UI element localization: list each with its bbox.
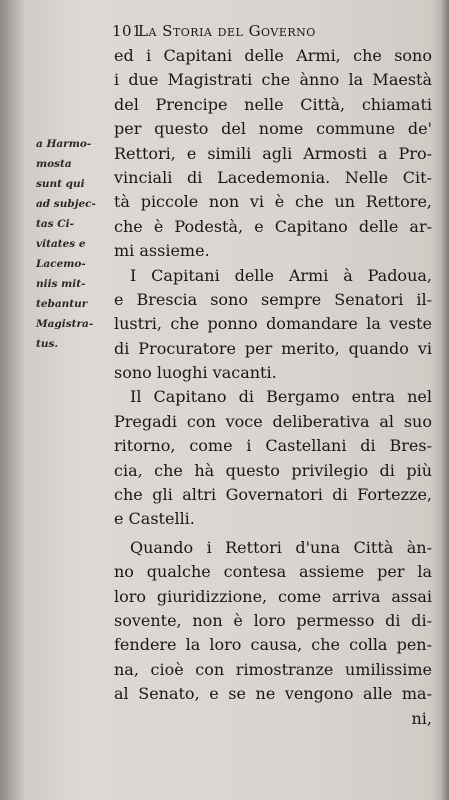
marginal-note-line: Lacemo- bbox=[36, 258, 86, 270]
text-line: ritorno, come i Castellani di Bres- bbox=[114, 436, 432, 456]
text-line: lustri, che ponno domandare la veste bbox=[114, 314, 432, 334]
marginal-note-line: a Harmo- bbox=[36, 138, 92, 150]
text-line: al Senato, e se ne vengono alle ma- bbox=[114, 684, 432, 704]
page-number: 101 bbox=[112, 22, 143, 40]
marginal-note-line: niis mit- bbox=[36, 278, 86, 290]
running-head bbox=[112, 22, 422, 44]
marginal-note-line: tebantur bbox=[36, 298, 88, 310]
marginal-note-line: tus. bbox=[36, 338, 59, 350]
marginal-note-line: ad subjec- bbox=[36, 198, 96, 210]
text-line: Pregadi con voce deliberativa al suo bbox=[114, 411, 432, 431]
marginal-note-line: tas Ci- bbox=[36, 218, 74, 230]
marginal-note bbox=[36, 134, 116, 354]
marginal-note-line: vitates e bbox=[36, 238, 86, 250]
text-line: e Brescia sono sempre Senatori il- bbox=[114, 289, 432, 309]
marginal-note-line: sunt qui bbox=[36, 178, 85, 190]
text-line: cia, che hà questo privilegio di più bbox=[114, 460, 432, 480]
text-line: loro giuridizzione, come arriva assai bbox=[114, 586, 432, 606]
text-line: che è Podestà, e Capitano delle ar- bbox=[114, 216, 432, 236]
text-line: vinciali di Lacedemonia. Nelle Cit- bbox=[114, 167, 432, 187]
text-line: sono luoghi vacanti. bbox=[114, 363, 277, 383]
running-title: La Storia del Governo bbox=[138, 22, 316, 40]
text-line: sovente, non è loro permesso di di- bbox=[114, 610, 432, 630]
marginal-note-line: mosta bbox=[36, 158, 72, 170]
text-line: di Procuratore per merito, quando vi bbox=[114, 338, 432, 358]
text-line: Quando i Rettori d'una Città àn- bbox=[130, 537, 432, 557]
text-line: fendere la loro causa, che colla pen- bbox=[114, 635, 432, 655]
body-text bbox=[114, 44, 432, 731]
text-line: tà piccole non vi è che un Rettore, bbox=[114, 192, 432, 212]
text-line: i due Magistrati che ànno la Maestà bbox=[114, 70, 432, 90]
text-line: Il Capitano di Bergamo entra nel bbox=[130, 387, 432, 407]
text-line: ni, bbox=[411, 708, 432, 728]
text-line: del Prencipe nelle Città, chiamati bbox=[114, 94, 432, 114]
text-line: per questo del nome commune de' bbox=[114, 119, 432, 139]
text-line: che gli altri Governatori di Fortezze, bbox=[114, 485, 432, 505]
page-edge-shadow bbox=[441, 0, 449, 800]
text-line: no qualche contesa assieme per la bbox=[114, 562, 432, 582]
text-line: e Castelli. bbox=[114, 509, 195, 529]
text-line: Rettori, e simili agli Armosti a Pro- bbox=[114, 143, 432, 163]
text-line: na, cioè con rimostranze umilissime bbox=[114, 659, 432, 679]
text-line: I Capitani delle Armi à Padoua, bbox=[130, 265, 432, 285]
text-line: ed i Capitani delle Armi, che sono bbox=[114, 46, 432, 65]
marginal-note-line: Magistra- bbox=[36, 318, 94, 330]
text-line: mi assieme. bbox=[114, 241, 210, 261]
